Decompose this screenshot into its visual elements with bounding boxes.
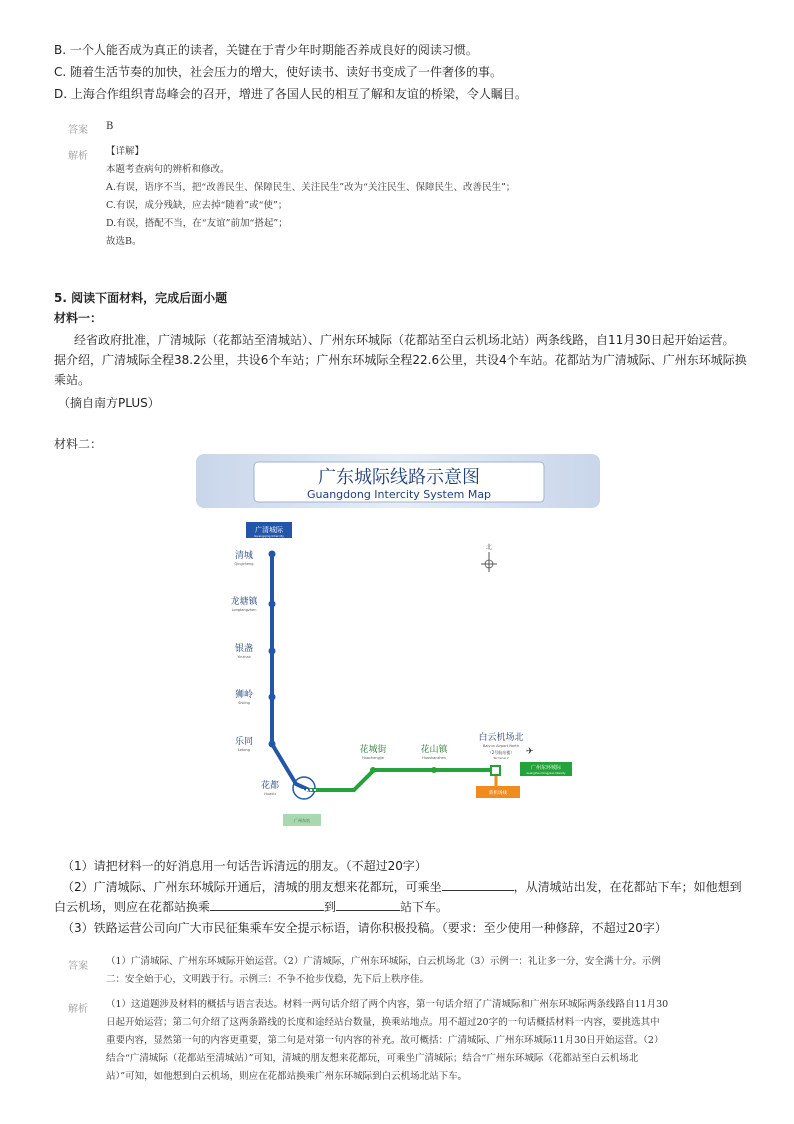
svg-text:Shiling: Shiling xyxy=(238,701,250,705)
svg-text:乐同: 乐同 xyxy=(234,737,254,747)
q5-analysis-line: 日起开始运营；第二句介绍了这两条路线的长度和途经站台数量，换乘站地点。用不超过20字的一句话概括材料一内容，要挑选其中 xyxy=(106,1017,660,1028)
material1-line: 乘站。 xyxy=(54,373,91,387)
svg-text:Longtangzhen: Longtangzhen xyxy=(231,608,257,612)
material2-label: 材料二： xyxy=(54,437,103,451)
analysis-line: D.有误，搭配不当，在“友谊”前加“搭起”； xyxy=(106,218,288,229)
answer-blank[interactable] xyxy=(442,878,514,891)
analysis-line: C.有误，成分残缺，应去掉“随着”或“使”； xyxy=(106,200,288,211)
svg-text:花城街: 花城街 xyxy=(359,745,387,755)
svg-text:Letong: Letong xyxy=(238,748,250,752)
svg-text:龙塘镇: 龙塘镇 xyxy=(230,597,258,607)
question-3: （3）铁路运营公司向广大市民征集乘车安全提示标语，请你积极投稿。（要求：至少使用一种修辞，不超过20字） xyxy=(62,921,667,935)
analysis-line: A.有误，语序不当，把“改善民生、保障民生、关注民生”改为“关注民生、保障民生、改善民生”； xyxy=(106,182,516,193)
analysis-label: 解析 xyxy=(68,151,88,162)
svg-text:Guangqing Intercity: Guangqing Intercity xyxy=(254,534,284,538)
airplane-icon: ✈ xyxy=(526,747,534,757)
q5-heading: 5. 阅读下面材料，完成后面小题 xyxy=(54,291,228,305)
svg-text:Huadu: Huadu xyxy=(264,792,276,796)
svg-text:广州东环城际: 广州东环城际 xyxy=(530,765,562,771)
svg-text:花都: 花都 xyxy=(260,781,280,791)
answer-blank[interactable] xyxy=(210,898,324,911)
svg-text:花山镇: 花山镇 xyxy=(420,745,448,755)
svg-text:新机场线: 新机场线 xyxy=(489,791,507,796)
question-2: （2）广清城际、广州东环城际开通后，清城的朋友想来花都玩，可乘坐 ，从清城站出发，在花都站下车；如他想到 xyxy=(62,880,742,894)
q5-analysis-line: 重要内容，显然第一句的内容更重要，第二句是对第一句内容的补充。故可概括：广清城际、广州东环城际11月30日开始运营。（2） xyxy=(106,1035,664,1046)
q5-analysis-line: 结合“广清城际（花都站至清城站）”可知，清城的朋友想来花都玩，可乘坐广清城际；结合“广州东环城际（花都站至白云机场北 xyxy=(106,1053,639,1064)
q5-analysis-label: 解析 xyxy=(68,1004,88,1015)
map-title-cn: 广东城际线路示意图 xyxy=(318,467,480,488)
q5-analysis-line: （1）这道题涉及材料的概括与语言表达。材料一两句话介绍了两个内容，第一句话介绍了广清城际和广州东环城际两条线路自11月30 xyxy=(106,999,669,1010)
material1-line: 经省政府批准，广清城际（花都站至清城站）、广州东环城际（花都站至白云机场北站）两条线路，自11月30日起开始运营。 xyxy=(74,333,735,347)
svg-text:北: 北 xyxy=(485,544,493,551)
q5-answer-line: （1）广清城际、广州东环城际开始运营。（2）广清城际，广州东环城际，白云机场北（3）示例一：礼让多一分，安全满十分。示例 xyxy=(106,956,661,967)
svg-text:Huashanzhen: Huashanzhen xyxy=(422,756,446,760)
svg-text:Terminal 2: Terminal 2 xyxy=(493,756,509,760)
q5-answer-label: 答案 xyxy=(68,961,88,972)
svg-text:Huachengjie: Huachengjie xyxy=(362,756,384,760)
svg-text:狮岭: 狮岭 xyxy=(234,690,254,700)
question-2-continued: 白云机场，则应在花都站换乘 到 站下车。 xyxy=(54,900,449,914)
q5-analysis-line: 站）”可知，如他想到白云机场，则应在花都站换乘广州东环城际到白云机场北站下车。 xyxy=(106,1071,468,1082)
material1-label: 材料一： xyxy=(54,311,103,325)
option-b: B. 一个人能否成为真正的读者，关键在于青少年时期能否养成良好的阅读习惯。 xyxy=(54,43,478,57)
q5-answer-line: 二：安全始于心，文明践于行。示例三：不争不抢步伐稳，先下后上秩序佳。 xyxy=(106,974,430,985)
answer-blank[interactable] xyxy=(336,898,400,911)
svg-text:白云机场北: 白云机场北 xyxy=(478,733,524,743)
svg-text:清城: 清城 xyxy=(234,551,254,561)
option-d: D. 上海合作组织青岛峰会的召开，增进了各国人民的相互了解和友谊的桥梁，令人瞩目。 xyxy=(54,87,527,101)
analysis-line: 本题考查病句的辨析和修改。 xyxy=(106,164,230,175)
material1-source: （摘自南方PLUS） xyxy=(58,396,160,410)
intercity-map xyxy=(196,454,600,832)
svg-text:Qingcheng: Qingcheng xyxy=(234,562,254,566)
analysis-line: 【详解】 xyxy=(106,146,145,157)
map-title-en: Guangdong Intercity System Map xyxy=(306,488,492,501)
svg-text:Baiyun Airport North: Baiyun Airport North xyxy=(482,744,520,748)
question-1: （1）请把材料一的好消息用一句话告诉清远的朋友。（不超过20字） xyxy=(62,859,427,873)
answer-label: 答案 xyxy=(68,125,88,136)
svg-text:Yinzhan: Yinzhan xyxy=(237,655,251,659)
answer-value: B xyxy=(106,121,114,132)
line-badge-guangqing-text: 广清城际 xyxy=(255,526,283,534)
material1-line: 据介绍，广清城际全程38.2公里，共设6个车站；广州东环城际全程22.6公里，共设4个车站。花都站为广清城际、广州东环城际换 xyxy=(54,353,747,367)
analysis-line: 故选B。 xyxy=(106,236,142,247)
svg-text:（2号航站楼）: （2号航站楼） xyxy=(487,750,515,755)
svg-text:广州东站: 广州东站 xyxy=(294,818,310,823)
svg-text:Guangzhou Dongyuan Intercity: Guangzhou Dongyuan Intercity xyxy=(526,772,566,775)
option-c: C. 随着生活节奏的加快，社会压力的增大，使好读书、读好书变成了一件奢侈的事。 xyxy=(54,65,503,79)
svg-text:银盏: 银盏 xyxy=(234,644,254,654)
